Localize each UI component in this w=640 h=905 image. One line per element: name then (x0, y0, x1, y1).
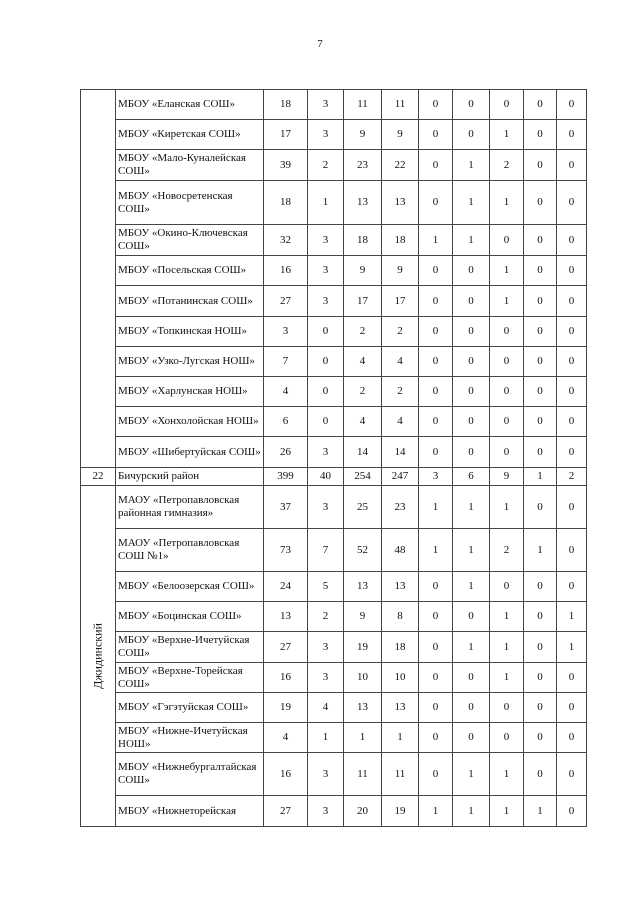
value-cell: 0 (524, 256, 557, 286)
value-cell: 0 (490, 693, 524, 723)
value-cell: 3 (308, 225, 344, 256)
school-name: МБОУ «Окино-Ключевская СОШ» (116, 225, 264, 256)
value-cell: 1 (490, 486, 524, 529)
value-cell: 1 (344, 723, 382, 753)
school-name: МАОУ «Петропавловская СОШ №1» (116, 529, 264, 572)
value-cell: 0 (557, 572, 587, 602)
value-cell: 73 (264, 529, 308, 572)
value-cell: 0 (419, 181, 453, 225)
value-cell: 1 (557, 602, 587, 632)
value-cell: 16 (264, 256, 308, 286)
value-cell: 16 (264, 663, 308, 693)
school-name: МБОУ «Нижнебургалтайская СОШ» (116, 753, 264, 796)
value-cell: 39 (264, 150, 308, 181)
value-cell: 0 (453, 663, 490, 693)
value-cell: 0 (524, 286, 557, 317)
value-cell: 0 (557, 317, 587, 347)
value-cell: 2 (490, 150, 524, 181)
value-cell: 6 (264, 407, 308, 437)
value-cell: 2 (557, 468, 587, 486)
school-name: МБОУ «Киретская СОШ» (116, 120, 264, 150)
value-cell: 3 (308, 437, 344, 468)
district-summary-row (81, 468, 587, 486)
value-cell: 1 (419, 529, 453, 572)
value-cell: 13 (344, 181, 382, 225)
value-cell: 17 (344, 286, 382, 317)
value-cell: 0 (524, 723, 557, 753)
value-cell: 27 (264, 796, 308, 827)
table-row (81, 347, 587, 377)
school-name: МБОУ «Белоозерская СОШ» (116, 572, 264, 602)
value-cell: 0 (557, 663, 587, 693)
value-cell: 0 (557, 693, 587, 723)
value-cell: 3 (308, 796, 344, 827)
value-cell: 9 (344, 256, 382, 286)
value-cell: 0 (308, 317, 344, 347)
value-cell: 0 (490, 437, 524, 468)
value-cell: 25 (344, 486, 382, 529)
value-cell: 4 (344, 347, 382, 377)
value-cell: 0 (557, 486, 587, 529)
value-cell: 0 (557, 150, 587, 181)
value-cell: 22 (382, 150, 419, 181)
value-cell: 0 (453, 90, 490, 120)
table-row (81, 693, 587, 723)
district-name: Бичурский район (116, 468, 264, 486)
value-cell: 0 (419, 90, 453, 120)
value-cell: 0 (453, 437, 490, 468)
value-cell: 0 (557, 347, 587, 377)
value-cell: 0 (419, 377, 453, 407)
value-cell: 0 (453, 256, 490, 286)
value-cell: 1 (453, 181, 490, 225)
value-cell: 0 (453, 407, 490, 437)
value-cell: 0 (557, 723, 587, 753)
value-cell: 0 (524, 317, 557, 347)
school-name: МБОУ «Узко-Лугская НОШ» (116, 347, 264, 377)
table-row (81, 150, 587, 181)
value-cell: 0 (419, 572, 453, 602)
school-name: МБОУ «Еланская СОШ» (116, 90, 264, 120)
school-name: МБОУ «Верхне-Ичетуйская СОШ» (116, 632, 264, 663)
value-cell: 1 (490, 256, 524, 286)
value-cell: 17 (382, 286, 419, 317)
value-cell: 0 (453, 120, 490, 150)
value-cell: 13 (382, 572, 419, 602)
value-cell: 1 (382, 723, 419, 753)
value-cell: 18 (264, 181, 308, 225)
table-row (81, 225, 587, 256)
table-row (81, 377, 587, 407)
value-cell: 1 (557, 632, 587, 663)
table-row (81, 256, 587, 286)
value-cell: 399 (264, 468, 308, 486)
value-cell: 20 (344, 796, 382, 827)
value-cell: 10 (344, 663, 382, 693)
value-cell: 18 (382, 225, 419, 256)
value-cell: 0 (524, 572, 557, 602)
school-name: МБОУ «Хонхолойская НОШ» (116, 407, 264, 437)
table-row (81, 286, 587, 317)
value-cell: 0 (490, 572, 524, 602)
value-cell: 2 (382, 317, 419, 347)
value-cell: 0 (524, 753, 557, 796)
value-cell: 0 (419, 347, 453, 377)
value-cell: 0 (490, 407, 524, 437)
school-name: МБОУ «Нижнеторейская (116, 796, 264, 827)
value-cell: 4 (264, 723, 308, 753)
value-cell: 2 (382, 377, 419, 407)
district-cell (81, 486, 116, 827)
value-cell: 0 (557, 181, 587, 225)
schools-table (80, 89, 587, 827)
value-cell: 0 (453, 347, 490, 377)
value-cell: 0 (490, 723, 524, 753)
value-cell: 1 (419, 225, 453, 256)
value-cell: 0 (419, 632, 453, 663)
value-cell: 0 (524, 632, 557, 663)
value-cell: 2 (308, 602, 344, 632)
value-cell: 254 (344, 468, 382, 486)
school-name: МБОУ «Потанинская СОШ» (116, 286, 264, 317)
value-cell: 3 (308, 286, 344, 317)
value-cell: 0 (524, 120, 557, 150)
school-name: МБОУ «Мало-Куналейская СОШ» (116, 150, 264, 181)
value-cell: 0 (557, 377, 587, 407)
value-cell: 3 (419, 468, 453, 486)
table-row (81, 437, 587, 468)
table-row (81, 90, 587, 120)
value-cell: 11 (382, 753, 419, 796)
value-cell: 0 (524, 486, 557, 529)
value-cell: 27 (264, 632, 308, 663)
value-cell: 247 (382, 468, 419, 486)
value-cell: 0 (557, 90, 587, 120)
value-cell: 9 (490, 468, 524, 486)
value-cell: 1 (419, 486, 453, 529)
table-row (81, 120, 587, 150)
value-cell: 1 (419, 796, 453, 827)
value-cell: 0 (419, 723, 453, 753)
value-cell: 8 (382, 602, 419, 632)
value-cell: 48 (382, 529, 419, 572)
value-cell: 4 (344, 407, 382, 437)
value-cell: 10 (382, 663, 419, 693)
value-cell: 0 (490, 317, 524, 347)
value-cell: 7 (264, 347, 308, 377)
value-cell: 1 (453, 150, 490, 181)
value-cell: 0 (419, 317, 453, 347)
value-cell: 18 (382, 632, 419, 663)
value-cell: 0 (524, 663, 557, 693)
table-row (81, 753, 587, 796)
value-cell: 4 (308, 693, 344, 723)
value-cell: 0 (557, 407, 587, 437)
value-cell: 0 (557, 256, 587, 286)
value-cell: 1 (524, 468, 557, 486)
value-cell: 16 (264, 753, 308, 796)
value-cell: 0 (557, 796, 587, 827)
value-cell: 4 (264, 377, 308, 407)
value-cell: 14 (382, 437, 419, 468)
table-row (81, 796, 587, 827)
value-cell: 13 (382, 181, 419, 225)
value-cell: 0 (490, 225, 524, 256)
district-label: Джидинский (90, 623, 105, 689)
value-cell: 3 (264, 317, 308, 347)
value-cell: 1 (453, 486, 490, 529)
value-cell: 0 (524, 407, 557, 437)
value-cell: 0 (453, 723, 490, 753)
school-name: МБОУ «Шибертуйская СОШ» (116, 437, 264, 468)
value-cell: 1 (490, 120, 524, 150)
value-cell: 0 (453, 377, 490, 407)
value-cell: 0 (490, 377, 524, 407)
table-row (81, 632, 587, 663)
value-cell: 2 (344, 317, 382, 347)
value-cell: 1 (308, 181, 344, 225)
table-row (81, 317, 587, 347)
value-cell: 0 (524, 225, 557, 256)
value-cell: 14 (344, 437, 382, 468)
school-name: МБОУ «Гэгэтуйская СОШ» (116, 693, 264, 723)
value-cell: 1 (490, 286, 524, 317)
value-cell: 0 (419, 256, 453, 286)
value-cell: 37 (264, 486, 308, 529)
value-cell: 0 (557, 120, 587, 150)
value-cell: 18 (344, 225, 382, 256)
value-cell: 0 (557, 286, 587, 317)
value-cell: 0 (453, 602, 490, 632)
school-name: МБОУ «Посельская СОШ» (116, 256, 264, 286)
value-cell: 17 (264, 120, 308, 150)
value-cell: 1 (453, 753, 490, 796)
value-cell: 7 (308, 529, 344, 572)
table-row (81, 572, 587, 602)
value-cell: 1 (453, 225, 490, 256)
value-cell: 2 (490, 529, 524, 572)
value-cell: 0 (557, 753, 587, 796)
value-cell: 0 (419, 602, 453, 632)
value-cell: 0 (308, 407, 344, 437)
value-cell: 0 (524, 377, 557, 407)
value-cell: 2 (308, 150, 344, 181)
value-cell: 1 (490, 602, 524, 632)
value-cell: 0 (419, 286, 453, 317)
table-row (81, 486, 587, 529)
table-row (81, 407, 587, 437)
school-name: МАОУ «Петропавловская районная гимназия» (116, 486, 264, 529)
value-cell: 0 (453, 317, 490, 347)
value-cell: 3 (308, 663, 344, 693)
value-cell: 0 (557, 437, 587, 468)
value-cell: 3 (308, 120, 344, 150)
school-name: МБОУ «Верхне-Торейская СОШ» (116, 663, 264, 693)
value-cell: 27 (264, 286, 308, 317)
value-cell: 52 (344, 529, 382, 572)
value-cell: 0 (419, 120, 453, 150)
value-cell: 0 (524, 181, 557, 225)
page-number: 7 (317, 38, 323, 50)
value-cell: 4 (382, 347, 419, 377)
value-cell: 0 (308, 347, 344, 377)
table-row (81, 663, 587, 693)
value-cell: 1 (524, 796, 557, 827)
value-cell: 0 (524, 602, 557, 632)
value-cell: 1 (490, 181, 524, 225)
value-cell: 1 (490, 796, 524, 827)
value-cell: 1 (308, 723, 344, 753)
school-name: МБОУ «Харлунская НОШ» (116, 377, 264, 407)
value-cell: 0 (453, 286, 490, 317)
value-cell: 4 (382, 407, 419, 437)
value-cell: 11 (344, 753, 382, 796)
value-cell: 0 (557, 225, 587, 256)
value-cell: 1 (453, 572, 490, 602)
school-name: МБОУ «Боцинская СОШ» (116, 602, 264, 632)
value-cell: 26 (264, 437, 308, 468)
value-cell: 11 (344, 90, 382, 120)
value-cell: 40 (308, 468, 344, 486)
value-cell: 1 (453, 796, 490, 827)
value-cell: 6 (453, 468, 490, 486)
value-cell: 0 (419, 693, 453, 723)
value-cell: 3 (308, 753, 344, 796)
value-cell: 0 (557, 529, 587, 572)
value-cell: 19 (264, 693, 308, 723)
value-cell: 0 (524, 437, 557, 468)
table-row (81, 529, 587, 572)
value-cell: 0 (419, 437, 453, 468)
value-cell: 0 (308, 377, 344, 407)
table-row (81, 181, 587, 225)
district-cell (81, 90, 116, 468)
value-cell: 32 (264, 225, 308, 256)
value-cell: 13 (344, 693, 382, 723)
value-cell: 2 (344, 377, 382, 407)
value-cell: 13 (264, 602, 308, 632)
value-cell: 9 (344, 120, 382, 150)
value-cell: 3 (308, 486, 344, 529)
value-cell: 0 (453, 693, 490, 723)
value-cell: 3 (308, 90, 344, 120)
value-cell: 13 (382, 693, 419, 723)
value-cell: 23 (344, 150, 382, 181)
value-cell: 9 (382, 120, 419, 150)
school-name: МБОУ «Новосретенская СОШ» (116, 181, 264, 225)
value-cell: 3 (308, 256, 344, 286)
value-cell: 1 (490, 663, 524, 693)
value-cell: 9 (344, 602, 382, 632)
value-cell: 0 (490, 347, 524, 377)
row-index: 22 (81, 468, 116, 486)
value-cell: 18 (264, 90, 308, 120)
school-name: МБОУ «Топкинская НОШ» (116, 317, 264, 347)
value-cell: 5 (308, 572, 344, 602)
value-cell: 3 (308, 632, 344, 663)
value-cell: 0 (524, 347, 557, 377)
table-row (81, 723, 587, 753)
value-cell: 0 (524, 150, 557, 181)
value-cell: 0 (490, 90, 524, 120)
value-cell: 0 (524, 693, 557, 723)
value-cell: 0 (419, 663, 453, 693)
value-cell: 19 (382, 796, 419, 827)
value-cell: 1 (453, 529, 490, 572)
value-cell: 0 (419, 150, 453, 181)
value-cell: 0 (419, 753, 453, 796)
value-cell: 1 (524, 529, 557, 572)
value-cell: 1 (453, 632, 490, 663)
value-cell: 11 (382, 90, 419, 120)
value-cell: 0 (419, 407, 453, 437)
school-name: МБОУ «Нижне-Ичетуйская НОШ» (116, 723, 264, 753)
value-cell: 13 (344, 572, 382, 602)
value-cell: 1 (490, 632, 524, 663)
value-cell: 9 (382, 256, 419, 286)
value-cell: 24 (264, 572, 308, 602)
table-row (81, 602, 587, 632)
value-cell: 1 (490, 753, 524, 796)
value-cell: 19 (344, 632, 382, 663)
value-cell: 0 (524, 90, 557, 120)
value-cell: 23 (382, 486, 419, 529)
